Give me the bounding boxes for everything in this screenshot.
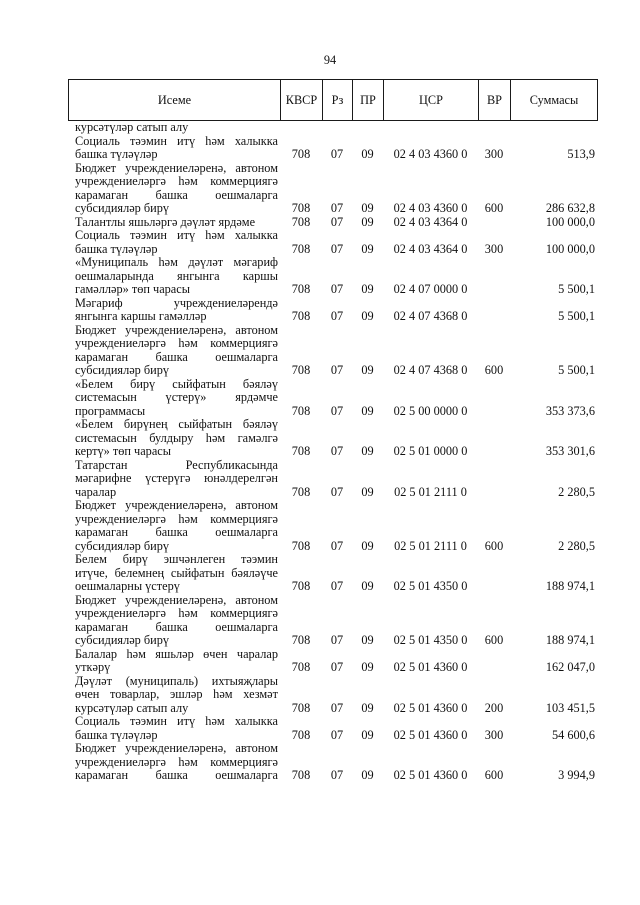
cell-csr: 02 5 01 4360 0 [393, 700, 468, 715]
cell-vr: 600 [484, 201, 504, 215]
cell-rz: 07 [330, 214, 344, 229]
header-sum: Суммасы [510, 80, 597, 120]
cell-pr: 09 [361, 282, 374, 296]
row-name-line: янгынга каршы гамәлләр [75, 310, 207, 323]
cell-pr: 09 [361, 538, 374, 553]
header-name: Исеме [157, 92, 192, 107]
cell-vr [478, 121, 510, 135]
header-vr: ВР [478, 80, 510, 120]
row-name-line: карамаган башка оешмаларга [75, 620, 278, 634]
row-name-line: Социаль тәэмин итү һәм халыкка [75, 715, 278, 728]
cell-sum: 2 280,5 [558, 484, 595, 499]
cell-kvsr: 708 [291, 484, 311, 499]
cell-vr: 600 [484, 538, 504, 553]
cell-vr [478, 580, 510, 594]
cell-csr: 02 5 01 4350 0 [393, 579, 468, 593]
table-row [68, 324, 598, 378]
cell-rz: 07 [330, 282, 344, 296]
row-name [68, 742, 280, 783]
row-name [68, 324, 280, 378]
row-name-line: Белем бирү эшчәнлеген тәэмин [75, 553, 278, 566]
table-row [68, 553, 598, 594]
row-name-line: карамаган башка оешмаларга [75, 350, 278, 364]
row-name-line: Балалар һәм яшьләр өчен чаралар [75, 647, 278, 661]
cell-pr: 09 [361, 147, 374, 161]
row-name-line: «Белем бирү сыйфатын бәяләү [75, 377, 278, 391]
cell-sum: 188 974,1 [545, 579, 595, 593]
cell-pr: 09 [361, 214, 374, 229]
table-body [68, 121, 598, 783]
row-name [68, 229, 280, 256]
table-header [68, 79, 598, 121]
table-row [68, 715, 598, 742]
row-name-line: Бюджет учреждениеләренә, автоном [75, 161, 278, 175]
cell-sum: 513,9 [567, 147, 595, 161]
cell-csr: 02 5 01 4360 0 [393, 768, 468, 782]
table-row [68, 594, 598, 648]
cell-sum: 100 000,0 [545, 241, 595, 256]
cell-vr: 600 [484, 363, 504, 377]
cell-kvsr: 708 [291, 403, 311, 418]
cell-pr: 09 [361, 727, 374, 742]
cell-vr: 600 [484, 633, 504, 647]
cell-pr: 09 [361, 241, 374, 256]
cell-rz: 07 [330, 147, 344, 161]
table-row [68, 459, 598, 500]
cell-rz: 07 [330, 700, 344, 715]
row-name-line: уткәрү [75, 661, 111, 674]
cell-sum: 3 994,9 [558, 768, 595, 782]
cell-pr: 09 [361, 484, 374, 499]
cell-vr: 200 [484, 700, 504, 715]
row-name [68, 297, 280, 324]
cell-rz: 07 [330, 633, 344, 647]
cell-sum: 353 301,6 [545, 444, 595, 458]
cell-vr: 300 [484, 147, 504, 161]
cell-vr [478, 405, 510, 419]
row-name [68, 216, 280, 230]
header-rz: Рз [322, 80, 352, 120]
row-name-line: Татарстан Республикасында [75, 458, 278, 472]
cell-kvsr: 708 [291, 201, 311, 215]
cell-sum: 5 500,1 [558, 363, 595, 377]
cell-rz: 07 [330, 403, 344, 418]
cell-pr: 09 [361, 700, 374, 715]
cell-pr: 09 [361, 579, 374, 593]
table-row [68, 135, 598, 162]
row-name-line: «Белем бирүнең сыйфатын бәяләү [75, 418, 278, 431]
cell-sum [510, 121, 598, 135]
row-name-line: курсәтүләр сатып алу [75, 121, 189, 134]
row-name-line: Социаль тәэмин итү һәм халыкка [75, 134, 278, 148]
row-name [68, 459, 280, 500]
row-name [68, 553, 280, 594]
cell-csr: 02 5 01 4360 0 [393, 727, 468, 742]
row-name-line: башка түләүләр [75, 148, 158, 161]
cell-rz: 07 [330, 538, 344, 553]
table-row [68, 216, 598, 230]
cell-pr [352, 121, 383, 135]
cell-sum: 162 047,0 [545, 660, 595, 674]
cell-rz: 07 [330, 660, 344, 674]
row-name-line: мәгарифне үстерүгә юнәлдерелгән [75, 472, 278, 485]
cell-kvsr: 708 [291, 633, 311, 647]
cell-vr [478, 310, 510, 324]
budget-table [68, 79, 598, 783]
cell-kvsr: 708 [291, 444, 311, 458]
row-name-line: учреждениеләргә һәм коммерциягә [75, 175, 278, 188]
page-number: 94 [323, 53, 337, 67]
row-name-line: субсидияләр бирү [75, 364, 170, 377]
cell-sum: 286 632,8 [545, 201, 595, 215]
row-name-line: башка түләүләр [75, 728, 158, 742]
cell-kvsr: 708 [291, 282, 311, 296]
cell-kvsr: 708 [291, 579, 311, 593]
table-row [68, 229, 598, 256]
row-name [68, 418, 280, 459]
cell-csr: 02 5 01 2111 0 [394, 484, 467, 499]
row-name-line: субсидияләр бирү [75, 634, 170, 647]
row-name [68, 121, 280, 135]
cell-pr: 09 [361, 403, 374, 418]
cell-pr: 09 [361, 660, 374, 674]
cell-kvsr: 708 [291, 363, 311, 377]
cell-csr: 02 5 00 0000 0 [393, 403, 468, 418]
cell-vr [478, 486, 510, 500]
row-name [68, 135, 280, 162]
row-name-line: Бюджет учреждениеләренә, автоном [75, 742, 278, 755]
cell-vr [478, 283, 510, 297]
cell-csr: 02 4 07 4368 0 [393, 363, 468, 377]
cell-rz: 07 [330, 768, 344, 782]
row-name-line: Мәгариф учреждениеләрендә [75, 296, 278, 310]
row-name [68, 675, 280, 716]
cell-csr [383, 121, 478, 135]
cell-rz: 07 [330, 484, 344, 499]
cell-sum: 54 600,6 [551, 727, 595, 742]
cell-kvsr: 708 [291, 768, 311, 782]
row-name-line: башка түләүләр [75, 242, 158, 256]
row-name-line: чаралар [75, 485, 117, 499]
cell-csr: 02 4 03 4360 0 [393, 147, 468, 161]
row-name-line: Талантлы яшьләргә дәүләт ярдәме [75, 215, 256, 229]
cell-vr: 300 [484, 727, 504, 742]
cell-kvsr: 708 [291, 147, 311, 161]
cell-sum: 100 000,0 [545, 214, 595, 229]
cell-csr: 02 5 01 2111 0 [394, 538, 467, 553]
cell-rz: 07 [330, 241, 344, 256]
cell-vr [478, 661, 510, 675]
cell-rz: 07 [330, 444, 344, 458]
cell-rz: 07 [330, 579, 344, 593]
header-csr: ЦСР [383, 80, 478, 120]
row-name [68, 594, 280, 648]
cell-vr: 300 [484, 241, 504, 256]
row-name-line: Бюджет учреждениеләренә, автоном [75, 593, 278, 607]
row-name-line: учреждениеләргә һәм коммерциягә [75, 755, 278, 769]
cell-rz: 07 [330, 201, 344, 215]
row-name-line: карамаган башка оешмаларга [75, 769, 278, 782]
cell-kvsr [280, 121, 322, 135]
cell-csr: 02 4 03 4360 0 [393, 201, 468, 215]
cell-kvsr: 708 [291, 660, 311, 674]
row-name-line: Социаль тәэмин итү һәм халыкка [75, 229, 278, 242]
row-name-line: итүче, белемнең сыйфатын бәяләүче [75, 566, 278, 580]
row-name-line: учреждениеләргә һәм коммерциягә [75, 512, 278, 526]
row-name-line: карамаган башка оешмаларга [75, 526, 278, 539]
row-name-line: кертү» төп чарасы [75, 445, 172, 458]
row-name-line: субсидияләр бирү [75, 202, 170, 215]
cell-kvsr: 708 [291, 727, 311, 742]
header-pr: ПР [352, 80, 383, 120]
cell-csr: 02 4 03 4364 0 [393, 241, 468, 256]
cell-pr: 09 [361, 309, 374, 323]
cell-pr: 09 [361, 201, 374, 215]
row-name-line: учреждениеләргә һәм коммерциягә [75, 337, 278, 350]
row-name [68, 499, 280, 553]
table-row [68, 378, 598, 419]
table-row [68, 121, 598, 135]
cell-pr: 09 [361, 444, 374, 458]
row-name-line: оешмаларны үстерү [75, 580, 180, 593]
table-row [68, 418, 598, 459]
cell-sum: 188 974,1 [545, 633, 595, 647]
row-name [68, 648, 280, 675]
cell-csr: 02 4 03 4364 0 [393, 214, 468, 229]
cell-sum: 353 373,6 [545, 403, 595, 418]
table-row [68, 648, 598, 675]
cell-kvsr: 708 [291, 538, 311, 553]
cell-vr: 600 [484, 768, 504, 782]
cell-sum: 103 451,5 [545, 700, 595, 715]
cell-sum: 5 500,1 [558, 309, 595, 323]
cell-csr: 02 4 07 4368 0 [393, 309, 468, 323]
table-row [68, 742, 598, 783]
row-name-line: өчен товарлар, эшләр һәм хезмәт [75, 688, 278, 701]
cell-vr [478, 445, 510, 459]
cell-rz: 07 [330, 727, 344, 742]
cell-csr: 02 5 01 4360 0 [393, 660, 468, 674]
cell-vr [478, 216, 510, 230]
cell-pr: 09 [361, 768, 374, 782]
cell-sum: 5 500,1 [558, 282, 595, 296]
header-kvsr: КВСР [280, 80, 322, 120]
cell-sum: 2 280,5 [558, 538, 595, 553]
row-name-line: оешмаларында янгынга каршы [75, 269, 278, 283]
cell-csr: 02 5 01 4350 0 [393, 633, 468, 647]
cell-rz [322, 121, 352, 135]
row-name-line: гамәлләр» төп чарасы [75, 283, 190, 296]
row-name-line: программасы [75, 404, 146, 418]
cell-pr: 09 [361, 633, 374, 647]
row-name-line: системасын үстерү» ярдәмче [75, 391, 278, 404]
cell-csr: 02 5 01 0000 0 [393, 444, 468, 458]
cell-pr: 09 [361, 363, 374, 377]
row-name-line: карамаган башка оешмаларга [75, 188, 278, 202]
table-row [68, 162, 598, 216]
cell-kvsr: 708 [291, 241, 311, 256]
cell-rz: 07 [330, 363, 344, 377]
cell-kvsr: 708 [291, 700, 311, 715]
row-name-line: Бюджет учреждениеләренә, автоном [75, 499, 278, 512]
row-name [68, 378, 280, 419]
row-name-line: учреждениеләргә һәм коммерциягә [75, 607, 278, 620]
table-row [68, 499, 598, 553]
row-name-line: Дәүләт (муниципаль) ихтыяҗлары [75, 674, 278, 688]
row-name-line: «Муниципаль һәм дәүләт мәгариф [75, 256, 278, 269]
table-row [68, 256, 598, 297]
row-name-line: субсидияләр бирү [75, 539, 170, 553]
cell-csr: 02 4 07 0000 0 [393, 282, 468, 296]
table-row [68, 675, 598, 716]
cell-kvsr: 708 [291, 214, 311, 229]
row-name [68, 256, 280, 297]
row-name-line: курсәтүләр сатып алу [75, 701, 189, 715]
row-name [68, 162, 280, 216]
row-name-line: Бюджет учреждениеләренә, автоном [75, 323, 278, 337]
table-row [68, 297, 598, 324]
row-name [68, 715, 280, 742]
cell-rz: 07 [330, 309, 344, 323]
cell-kvsr: 708 [291, 309, 311, 323]
row-name-line: системасын булдыру һәм гамәлгә [75, 431, 278, 445]
